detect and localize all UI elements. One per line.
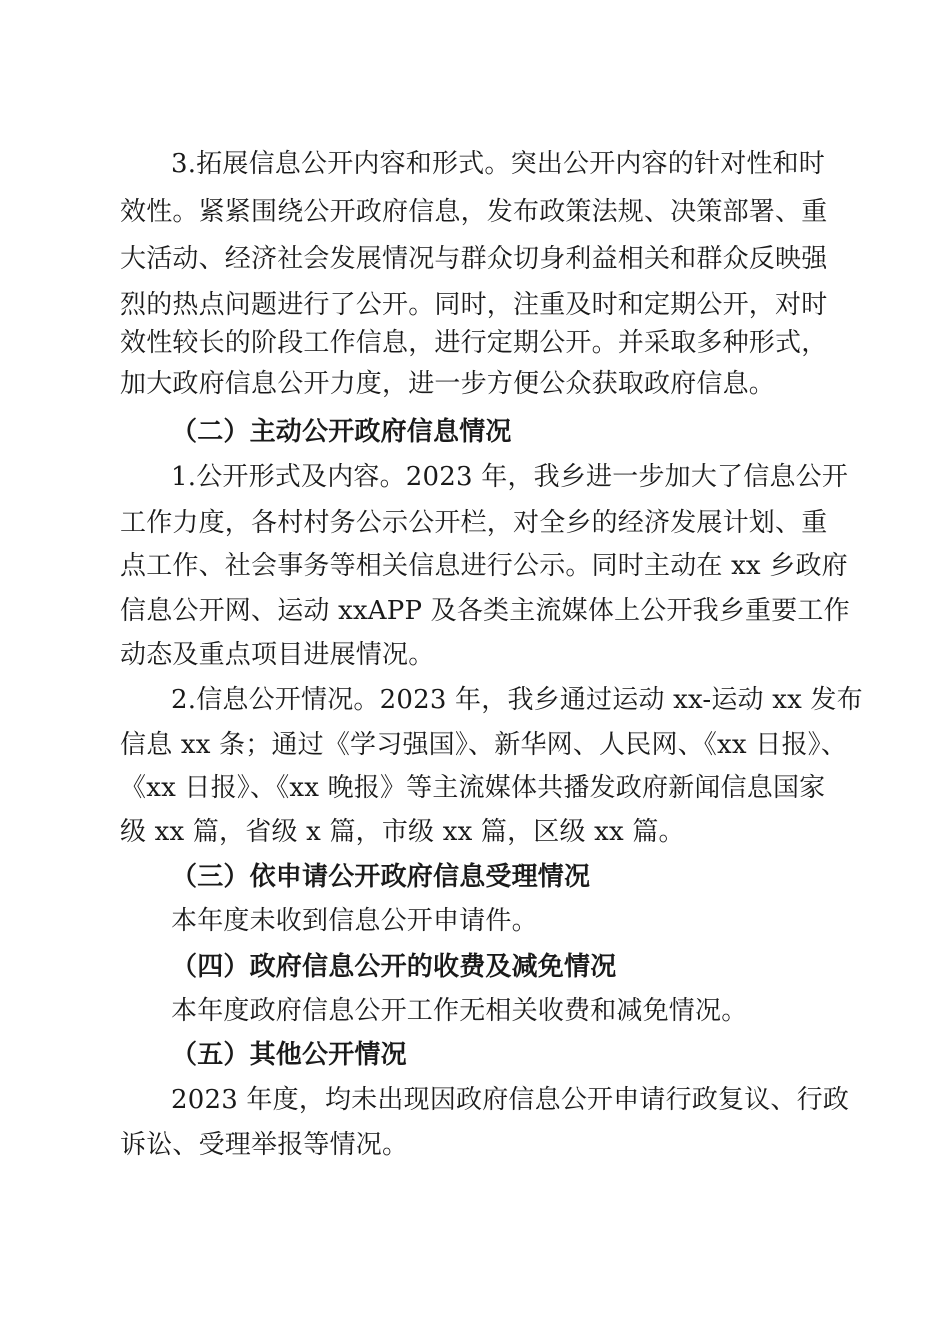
- paragraph-line: 信息公开网、运动 xxAPP 及各类主流媒体上公开我乡重要工作: [120, 596, 850, 626]
- paragraph-line: 2.信息公开情况。2023 年，我乡通过运动 xx-运动 xx 发布: [171, 685, 863, 715]
- section-heading-5: （五）其他公开情况: [171, 1040, 407, 1070]
- paragraph-line: 效性较长的阶段工作信息，进行定期公开。并采取多种形式，: [120, 328, 828, 358]
- paragraph-line: 动态及重点项目进展情况。: [120, 640, 435, 670]
- paragraph-line: 烈的热点问题进行了公开。同时，注重及时和定期公开，对时: [120, 290, 828, 320]
- paragraph-line: 工作力度，各村村务公示公开栏，对全乡的经济发展计划、重: [120, 508, 828, 538]
- paragraph-line: 信息 xx 条；通过《学习强国》、新华网、人民网、《xx 日报》、: [120, 730, 848, 760]
- section-heading-2: （二）主动公开政府信息情况: [171, 417, 512, 447]
- paragraph-line: 大活动、经济社会发展情况与群众切身利益相关和群众反映强: [120, 244, 828, 274]
- paragraph-line: 本年度未收到信息公开申请件。: [171, 906, 538, 936]
- paragraph-line: 3.拓展信息公开内容和形式。突出公开内容的针对性和时: [171, 149, 826, 179]
- section-heading-3: （三）依申请公开政府信息受理情况: [171, 862, 591, 892]
- paragraph-line: 诉讼、受理举报等情况。: [120, 1130, 409, 1160]
- paragraph-line: 《xx 日报》、《xx 晚报》等主流媒体共播发政府新闻信息国家: [120, 773, 826, 803]
- paragraph-line: 1.公开形式及内容。2023 年，我乡进一步加大了信息公开: [171, 462, 849, 492]
- paragraph-line: 点工作、社会事务等相关信息进行公示。同时主动在 xx 乡政府: [120, 551, 848, 581]
- paragraph-line: 加大政府信息公开力度，进一步方便公众获取政府信息。: [120, 369, 776, 399]
- section-heading-4: （四）政府信息公开的收费及减免情况: [171, 952, 617, 982]
- paragraph-line: 效性。紧紧围绕公开政府信息，发布政策法规、决策部署、重: [120, 197, 828, 227]
- paragraph-line: 2023 年度，均未出现因政府信息公开申请行政复议、行政: [171, 1085, 850, 1115]
- paragraph-line: 级 xx 篇，省级 x 篇，市级 xx 篇，区级 xx 篇。: [120, 817, 685, 847]
- paragraph-line: 本年度政府信息公开工作无相关收费和减免情况。: [171, 996, 748, 1026]
